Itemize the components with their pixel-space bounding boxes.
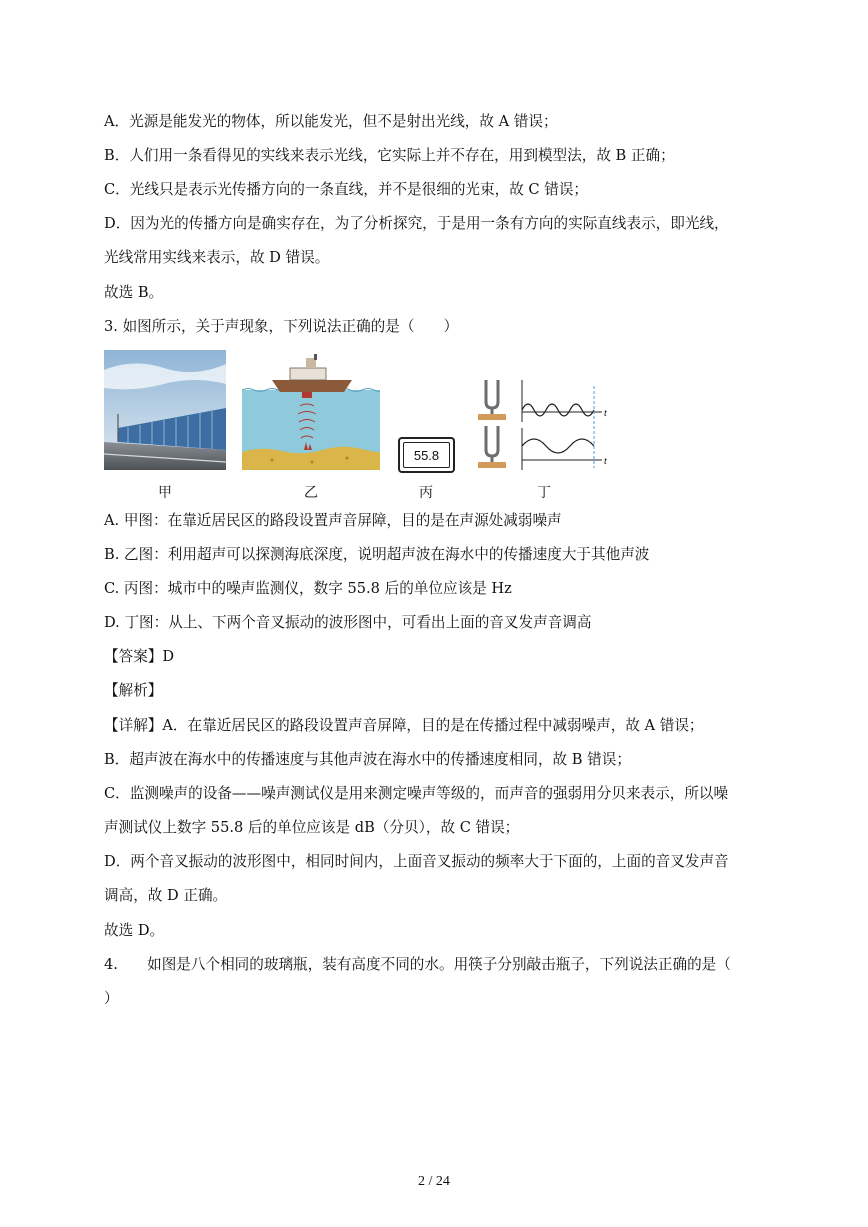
text-line: D．因为光的传播方向是确实存在，为了分析探究，于是用一条有方向的实际直线表示，即光线，	[104, 215, 729, 232]
option-d: D. 丁图：从上、下两个音叉振动的波形图中，可看出上面的音叉发声音调高	[104, 614, 592, 631]
text-line: 声测试仪上数字 55.8 后的单位应该是 dB（分贝），故 C 错误；	[104, 819, 520, 836]
question-3-stem: 3. 如图所示，关于声现象，下列说法正确的是（ ）	[104, 318, 459, 335]
text-line: 【详解】A．在靠近居民区的路段设置声音屏障，目的是在传播过程中减弱噪声，故 A 错误；	[104, 717, 704, 734]
text-line: A．光源是能发光的物体，所以能发光，但不是射出光线，故 A 错误；	[104, 113, 558, 130]
noise-meter-value: 55.8	[403, 442, 450, 468]
axis-label-t: t	[604, 456, 607, 467]
text-line: D．两个音叉振动的波形图中，相同时间内，上面音叉振动的频率大于下面的，上面的音叉发声音	[104, 853, 729, 870]
noise-meter-display	[398, 437, 455, 473]
text-line: B．超声波在海水中的传播速度与其他声波在海水中的传播速度相同，故 B 错误；	[104, 751, 631, 768]
answer-label: 【答案】D	[104, 648, 175, 665]
text-line: B．人们用一条看得见的实线来表示光线，它实际上并不存在，用到模型法，故 B 正确；	[104, 147, 675, 164]
text-line: 故选 B。	[104, 284, 164, 301]
tuning-fork-waveforms	[474, 376, 614, 476]
text-line: ）	[104, 990, 119, 1007]
figure-caption: 乙	[304, 485, 318, 501]
axis-label-t: t	[604, 408, 607, 419]
tuning-fork-icon	[478, 426, 506, 468]
page-number: 2 / 24	[418, 1174, 450, 1189]
figure-caption: 丙	[419, 485, 433, 501]
text-line: 调高，故 D 正确。	[104, 887, 228, 904]
question-4-stem: 4. 如图是八个相同的玻璃瓶，装有高度不同的水。用筷子分别敲击瓶子，下列说法正确的是（	[104, 956, 731, 973]
text-line: C．光线只是表示光传播方向的一条直线，并不是很细的光束，故 C 错误；	[104, 181, 589, 198]
option-a: A. 甲图：在靠近居民区的路段设置声音屏障，目的是在声源处减弱噪声	[104, 512, 562, 529]
ship-sonar-image	[242, 350, 380, 470]
option-c: C. 丙图：城市中的噪声监测仪，数字 55.8 后的单位应该是 Hz	[104, 580, 512, 597]
text-line: C．监测噪声的设备——噪声测试仪是用来测定噪声等级的，而声音的强弱用分贝来表示，所以噪	[104, 785, 729, 802]
text-line: 故选 D。	[104, 922, 165, 939]
analysis-label: 【解析】	[104, 682, 163, 699]
figure-caption: 甲	[158, 485, 172, 501]
highway-sound-barrier-image	[104, 350, 226, 470]
option-b: B. 乙图：利用超声可以探测海底深度，说明超声波在海水中的传播速度大于其他声波	[104, 546, 650, 563]
figure-caption: 丁	[537, 485, 551, 501]
text-line: 光线常用实线来表示，故 D 错误。	[104, 249, 330, 266]
tuning-fork-icon	[478, 380, 506, 420]
